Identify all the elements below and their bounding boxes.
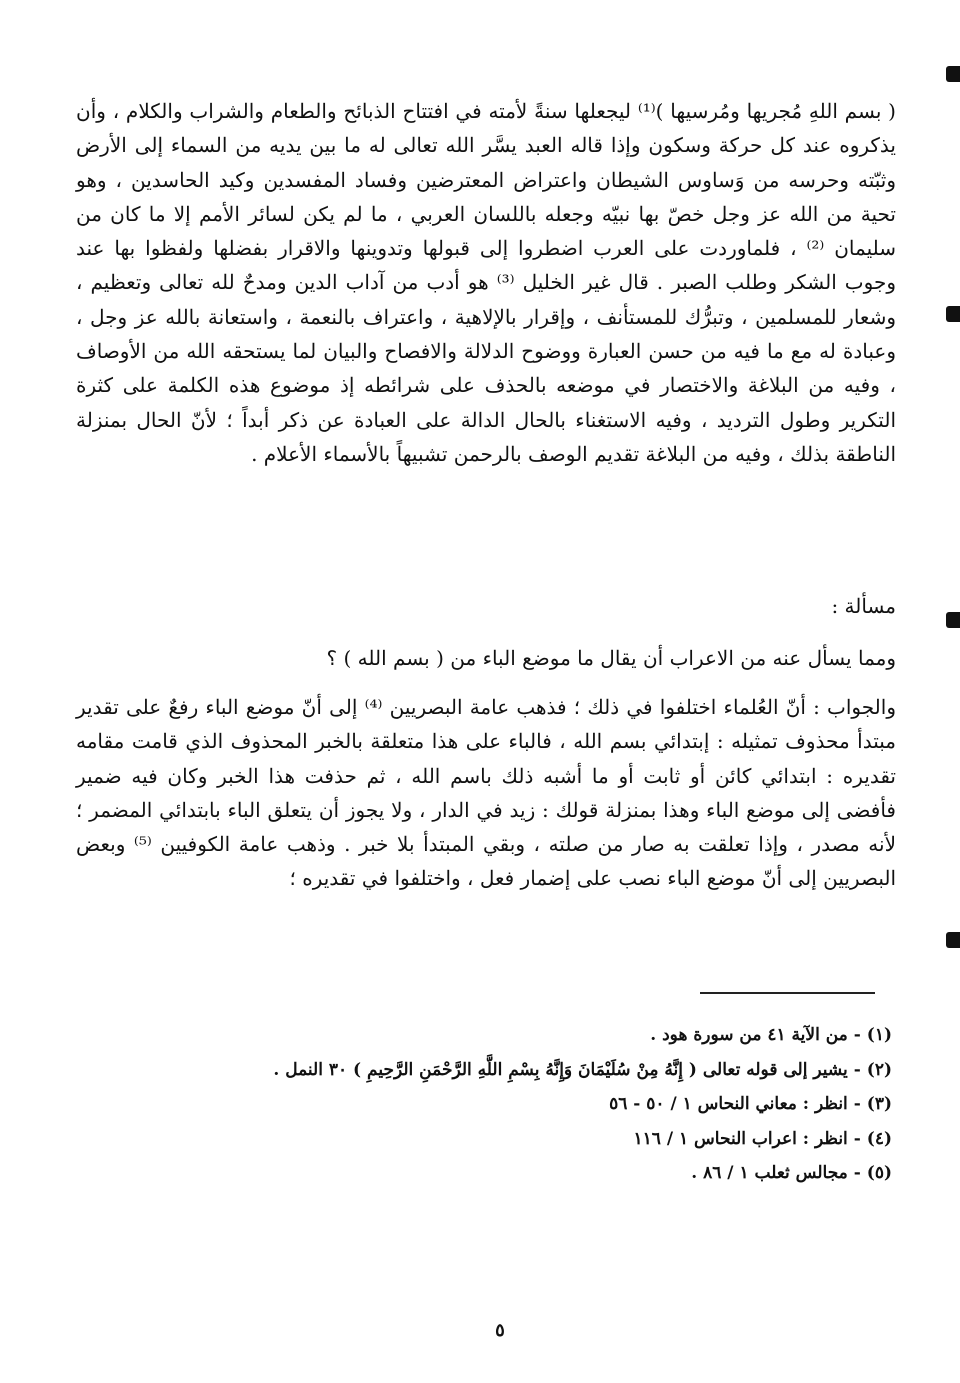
answer-paragraph-block — [76, 690, 896, 896]
footnote-number: (٢) - — [853, 1059, 892, 1080]
footnote-number: (٣) - — [853, 1094, 892, 1114]
edge-binding-mark — [946, 66, 960, 82]
section-heading: مسألة : — [831, 594, 896, 618]
footnote-text: انظر : معاني النحاس ١ / ٥٠ - ٥٦ — [609, 1094, 848, 1114]
page-number: ٥ — [495, 1320, 505, 1341]
footnote-item — [120, 1018, 892, 1053]
footnote-item — [120, 1053, 892, 1088]
question-paragraph-block — [76, 641, 896, 675]
footnote-number: (٥) - — [853, 1163, 892, 1183]
footnotes-list — [120, 1018, 892, 1191]
main-paragraph-block — [76, 94, 896, 471]
footnote-number: (٤) - — [853, 1128, 892, 1149]
footnote-divider — [700, 992, 875, 994]
section-heading-block — [76, 589, 896, 623]
footnote-item — [120, 1122, 892, 1157]
edge-binding-mark — [946, 932, 960, 948]
footnote-text: انظر : اعراب النحاس ١ / ١١٦ — [633, 1128, 848, 1149]
footnote-number: (١) - — [853, 1025, 892, 1045]
footnote-item — [120, 1156, 892, 1191]
footnote-text: من الآية ٤١ من سورة هود . — [650, 1025, 848, 1045]
footnote-text: يشير إلى قوله تعالى ( إِنَّهُ مِنْ سُلَيْمَانَ وَإِنَّهُ بِسْمِ اللَّهِ الرَّحْمَنِ الرَّحِيمِ ) ٣٠ النمل . — [273, 1059, 848, 1080]
question-paragraph: ومما يسأل عنه من الاعراب أن يقال ما موضع الباء من ( بسم الله ) ؟ — [326, 646, 896, 670]
answer-paragraph: والجواب : أنّ العُلماء اختلفوا في ذلك ؛ فذهب عامة البصريين ⁽⁴⁾ إلى أنّ موضع الباء رفعٌ على تقدير مبتدأ محذوف تمثيله : إبتدائي بسم الله ، فالباء على هذا متعلقة بالخبر المحذوف الذي قامت مقامه تقديره : ابتدائي كائن أو ثابت أو ما أشبه ذلك باسم الله ، ثم حذفت هذا الخبر وكان فيه ضمير فأفضى إلى موضع الباء وهذا بمنزلة قولك : زيد في الدار ، ولا يجوز أن يتعلق الباء بابتدائي المضمر ؛ لأنه مصدر ، وإذا تعلقت به صار من صلته ، وبقي المبتدأ بلا خبر . وذهب عامة الكوفيين ⁽⁵⁾ وبعض البصريين إلى أنّ موضع الباء نصب على إضمار فعل ، واختلفوا في تقديره ؛ — [76, 695, 896, 891]
footnote-text: مجالس ثعلب ١ / ٨٦ . — [691, 1163, 848, 1183]
edge-binding-mark — [946, 306, 960, 322]
footnote-item — [120, 1087, 892, 1122]
main-paragraph: ( بسم اللهِ مُجريها ومُرسيها )⁽¹⁾ ليجعلها سنةً لأمته في افتتاح الذبائح والطعام والشراب والكلام ، وأن يذكروه عند كل حركة وسكون وإذا قاله العبد يسَّر الله تعالى له ما بين يديه من السماء إلى الأرض وثبّته وحرسه من وَساوس الشيطان واعتراض المعترضين وفساد المفسدين وكيد الحاسدين ، وهو تحية من الله عز وجل خصّ بها نبيّه وجعله باللسان العربي ، ما لم يكن لسائر الأمم إلا ما كان من سليمان ⁽²⁾ ، فلماوردت على العرب اضطروا إلى قبولها وتدوينها والاقرار بفضلها ولفظوا بها عند وجوب الشكر وطلب الصبر . قال غير الخليل ⁽³⁾ هو أدب من آداب الدين ومدحٌ لله تعالى وتعظيم ، وشعار للمسلمين ، وتبرُّك للمستأنف ، وإقرار بالإلاهية ، واعتراف بالنعمة ، واستعانة بالله عز وجل ، وعبادة له مع ما فيه من حسن العبارة ووضوح الدلالة والافصاح والبيان لما يستحقه الله من الأوصاف ، وفيه من البلاغة والاختصار في موضعه بالحذف على شرائطه إذ موضوع هذه الكلمة على كثرة التكرير وطول الترديد ، وفيه الاستغناء بالحال الدالة على العبادة عن ذكر أبداً ؛ لأنّ الحال بمنزلة الناطقة بذلك ، وفيه من البلاغة تقديم الوصف بالرحمن تشبيهاً بالأسماء الأعلام . — [76, 99, 896, 466]
edge-binding-mark — [946, 612, 960, 628]
